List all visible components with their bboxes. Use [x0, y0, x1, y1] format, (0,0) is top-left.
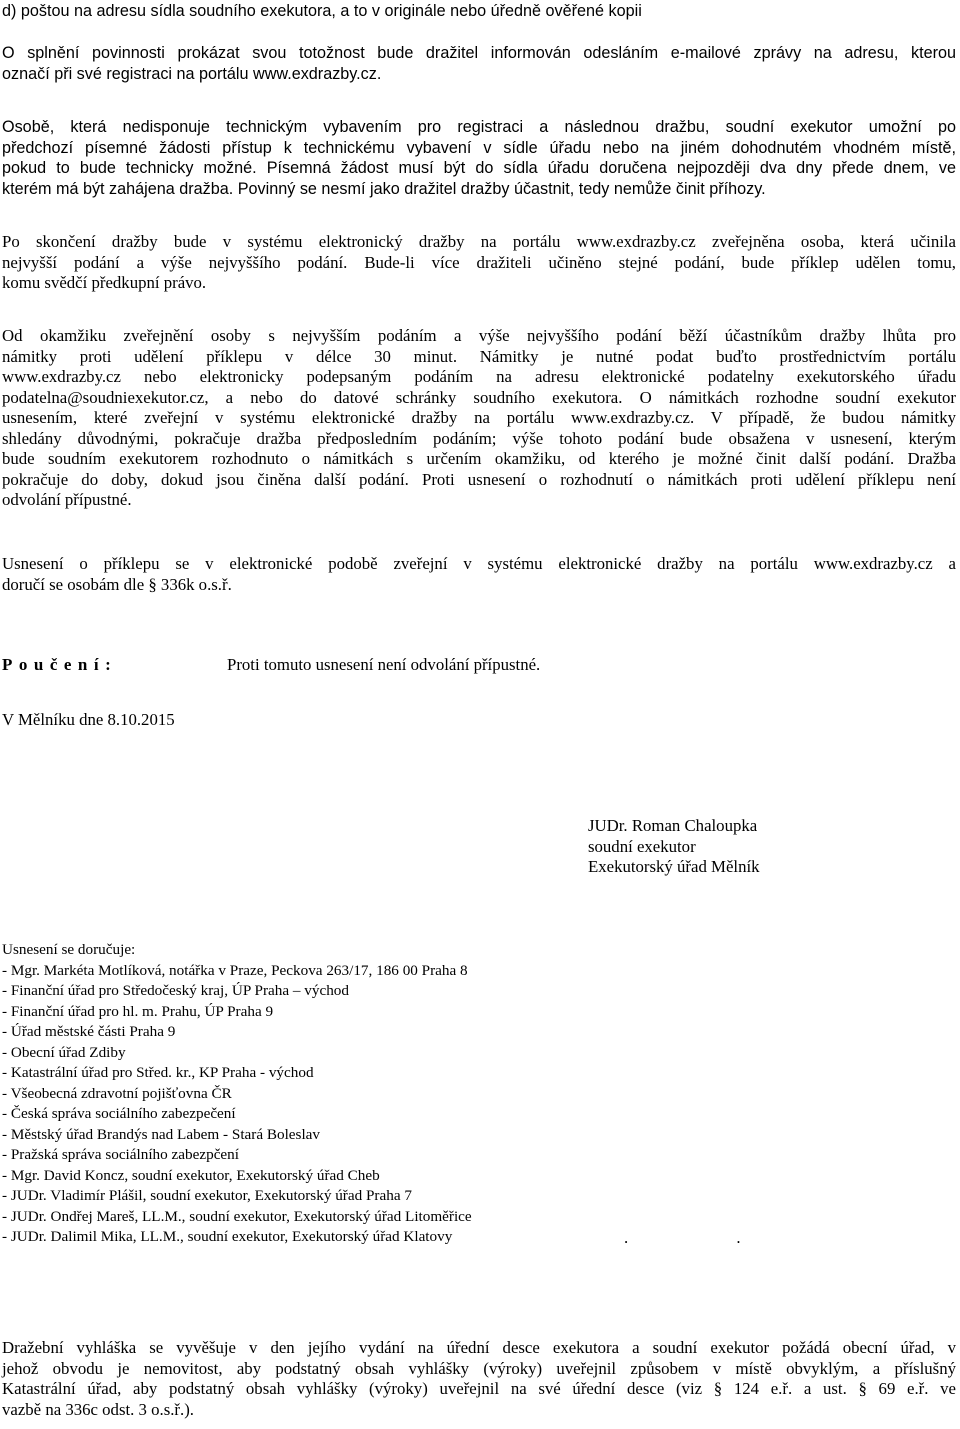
- text-line: O splnění povinnosti prokázat svou totožnost bude dražitel informován odesláním e-mailové zprávy na adresu, kterou: [2, 44, 956, 62]
- list-item: - Mgr. Markéta Motlíková, notářka v Praze, Peckova 263/17, 186 00 Praha 8: [2, 961, 468, 979]
- list-item: - JUDr. Dalimil Mika, LL.M., soudní exekutor, Exekutorský úřad Klatovy: [2, 1228, 453, 1245]
- objections-paragraph: [2, 326, 956, 511]
- posting-paragraph: [2, 1338, 956, 1420]
- list-item: - Finanční úřad pro Středočeský kraj, ÚP Praha – východ: [2, 982, 349, 999]
- list-item: - Mgr. David Koncz, soudní exekutor, Exekutorský úřad Cheb: [2, 1166, 380, 1184]
- delivery-list-title: Usnesení se doručuje:: [2, 941, 136, 958]
- list-item: - Městský úřad Brandýs nad Labem - Stará Boleslav: [2, 1125, 321, 1143]
- text-line: odvolání přípustné.: [2, 490, 132, 509]
- delivery-list: [2, 940, 956, 1248]
- signature-block: [588, 816, 760, 878]
- text-line: jehož obvodu je nemovitost, aby podstatný obsah vyhlášky (výroky) uveřejnil způsobem v místě obvyklým, a příslušný: [2, 1358, 956, 1378]
- list-item: - JUDr. Ondřej Mareš, LL.M., soudní exekutor, Exekutorský úřad Litoměřice: [2, 1207, 472, 1225]
- text-line: www.exdrazby.cz nebo elektronicky podepsaným podáním na adresu elektronické podatelny exekutorského úřadu: [2, 367, 956, 386]
- list-item: - Pražská správa sociálního zabezpčení: [2, 1146, 239, 1163]
- text-line: podatelna@soudniexekutor.cz, a nebo do datové schránky soudního exekutora. O námitkách rozhodne soudní exekutor: [2, 387, 956, 407]
- text-line: předchozí písemné žádosti přístup k technickému vybavení v sídle úřadu nebo na jiném dohodnutém vhodném místě,: [2, 138, 956, 157]
- text-line: bude soudním exekutorem rozhodnuto o námitkách s určením okamžiku, od kterého je možné činit další podání. Dražba: [2, 449, 956, 468]
- signature-role: soudní exekutor: [588, 836, 696, 856]
- technical-access-paragraph: [2, 117, 956, 199]
- signature-office: Exekutorský úřad Mělník: [588, 857, 760, 876]
- list-item: - Obecní úřad Zdiby: [2, 1043, 126, 1061]
- list-item: - Úřad městské části Praha 9: [2, 1023, 176, 1040]
- text-line: Po skončení dražby bude v systému elektronický dražby na portálu www.exdrazby.cz zveřejněna osoba, která učinila: [2, 232, 956, 251]
- text-line: d) poštou na adresu sídla soudního exekutora, a to v originále nebo úředně ověřené kopii: [2, 2, 642, 20]
- list-item: - Česká správa sociálního zabezpečení: [2, 1105, 236, 1122]
- text-line: shledány důvodnými, pokračuje dražba předposledním podáním; výše tohoto podání bude obsažena v usnesení, kterým: [2, 428, 956, 448]
- list-item: - JUDr. Vladimír Plášil, soudní exekutor, Exekutorský úřad Praha 7: [2, 1187, 412, 1204]
- text-line: Katastrální úřad, aby podstatný obsah vyhlášky (výroky) uveřejnil na své úřední desce (viz § 124 e.ř. a ust. § 69 e.ř. ve: [2, 1379, 956, 1398]
- instruction-label: Poučení:: [2, 655, 118, 674]
- auction-end-paragraph: [2, 232, 956, 294]
- text-line: kterém má být zahájena dražba. Povinný se nesmí jako dražitel dražby účastnit, tedy nemůže činit příhozy.: [2, 179, 766, 198]
- text-line: označí při své registraci na portálu www.exdrazby.cz.: [2, 64, 382, 83]
- text-line: Dražební vyhláška se vyvěšuje v den jejího vydání na úřední desce exekutora a soudní exekutor požádá obecní úřad, v: [2, 1338, 956, 1357]
- identity-verification-paragraph: [2, 43, 956, 84]
- instruction-text: Proti tomuto usnesení není odvolání přípustné.: [227, 655, 541, 674]
- text-line: Osobě, která nedisponuje technickým vybavením pro registraci a následnou dražbu, soudní exekutor umožní po: [2, 118, 956, 136]
- text-line: nejvyšší podání a výše nejvyššího podání. Bude-li více dražiteli učiněno stejné podání, bude příklep udělen tomu,: [2, 252, 956, 272]
- text-line: pokud to bude technicky možné. Písemná žádost musí být do sídla úřadu doručena nejpozději dva dny přede dnem, ve: [2, 159, 956, 177]
- list-item: - Všeobecná zdravotní pojišťovna ČR: [2, 1084, 232, 1102]
- delivery-option-d: [2, 1, 956, 22]
- text-line: vazbě na 336c odst. 3 o.s.ř.).: [2, 1399, 195, 1419]
- place-and-date: V Mělníku dne 8.10.2015: [2, 710, 175, 729]
- text-line: pokračuje do doby, dokud jsou činěna další podání. Proti usnesení o rozhodnutí o námitkách proti udělení příklepu není: [2, 469, 956, 489]
- text-line: Od okamžiku zveřejnění osoby s nejvyšším podáním a výše nejvyššího podání běží účastníkům dražby lhůta pro: [2, 326, 956, 345]
- signature-name: JUDr. Roman Chaloupka: [588, 816, 758, 835]
- list-item: - Finanční úřad pro hl. m. Prahu, ÚP Praha 9: [2, 1002, 274, 1020]
- resolution-publication-paragraph: [2, 554, 956, 595]
- text-line: Usnesení o příklepu se v elektronické podobě zveřejní v systému elektronické dražby na portálu www.exdrazby.cz a: [2, 554, 956, 573]
- text-line: doručí se osobám dle § 336k o.s.ř.: [2, 574, 232, 594]
- text-line: námitky proti udělení příklepu v délce 30 minut. Námitky je nutné podat buďto prostřednictvím portálu: [2, 346, 956, 366]
- trailing-dots: . .: [624, 1228, 793, 1247]
- list-item: - Katastrální úřad pro Střed. kr., KP Praha - východ: [2, 1064, 314, 1081]
- text-line: usnesením, které zveřejní v systému elektronické dražby na portálu www.exdrazby.cz. V případě, že budou námitky: [2, 408, 956, 427]
- text-line: komu svědčí předkupní právo.: [2, 273, 207, 292]
